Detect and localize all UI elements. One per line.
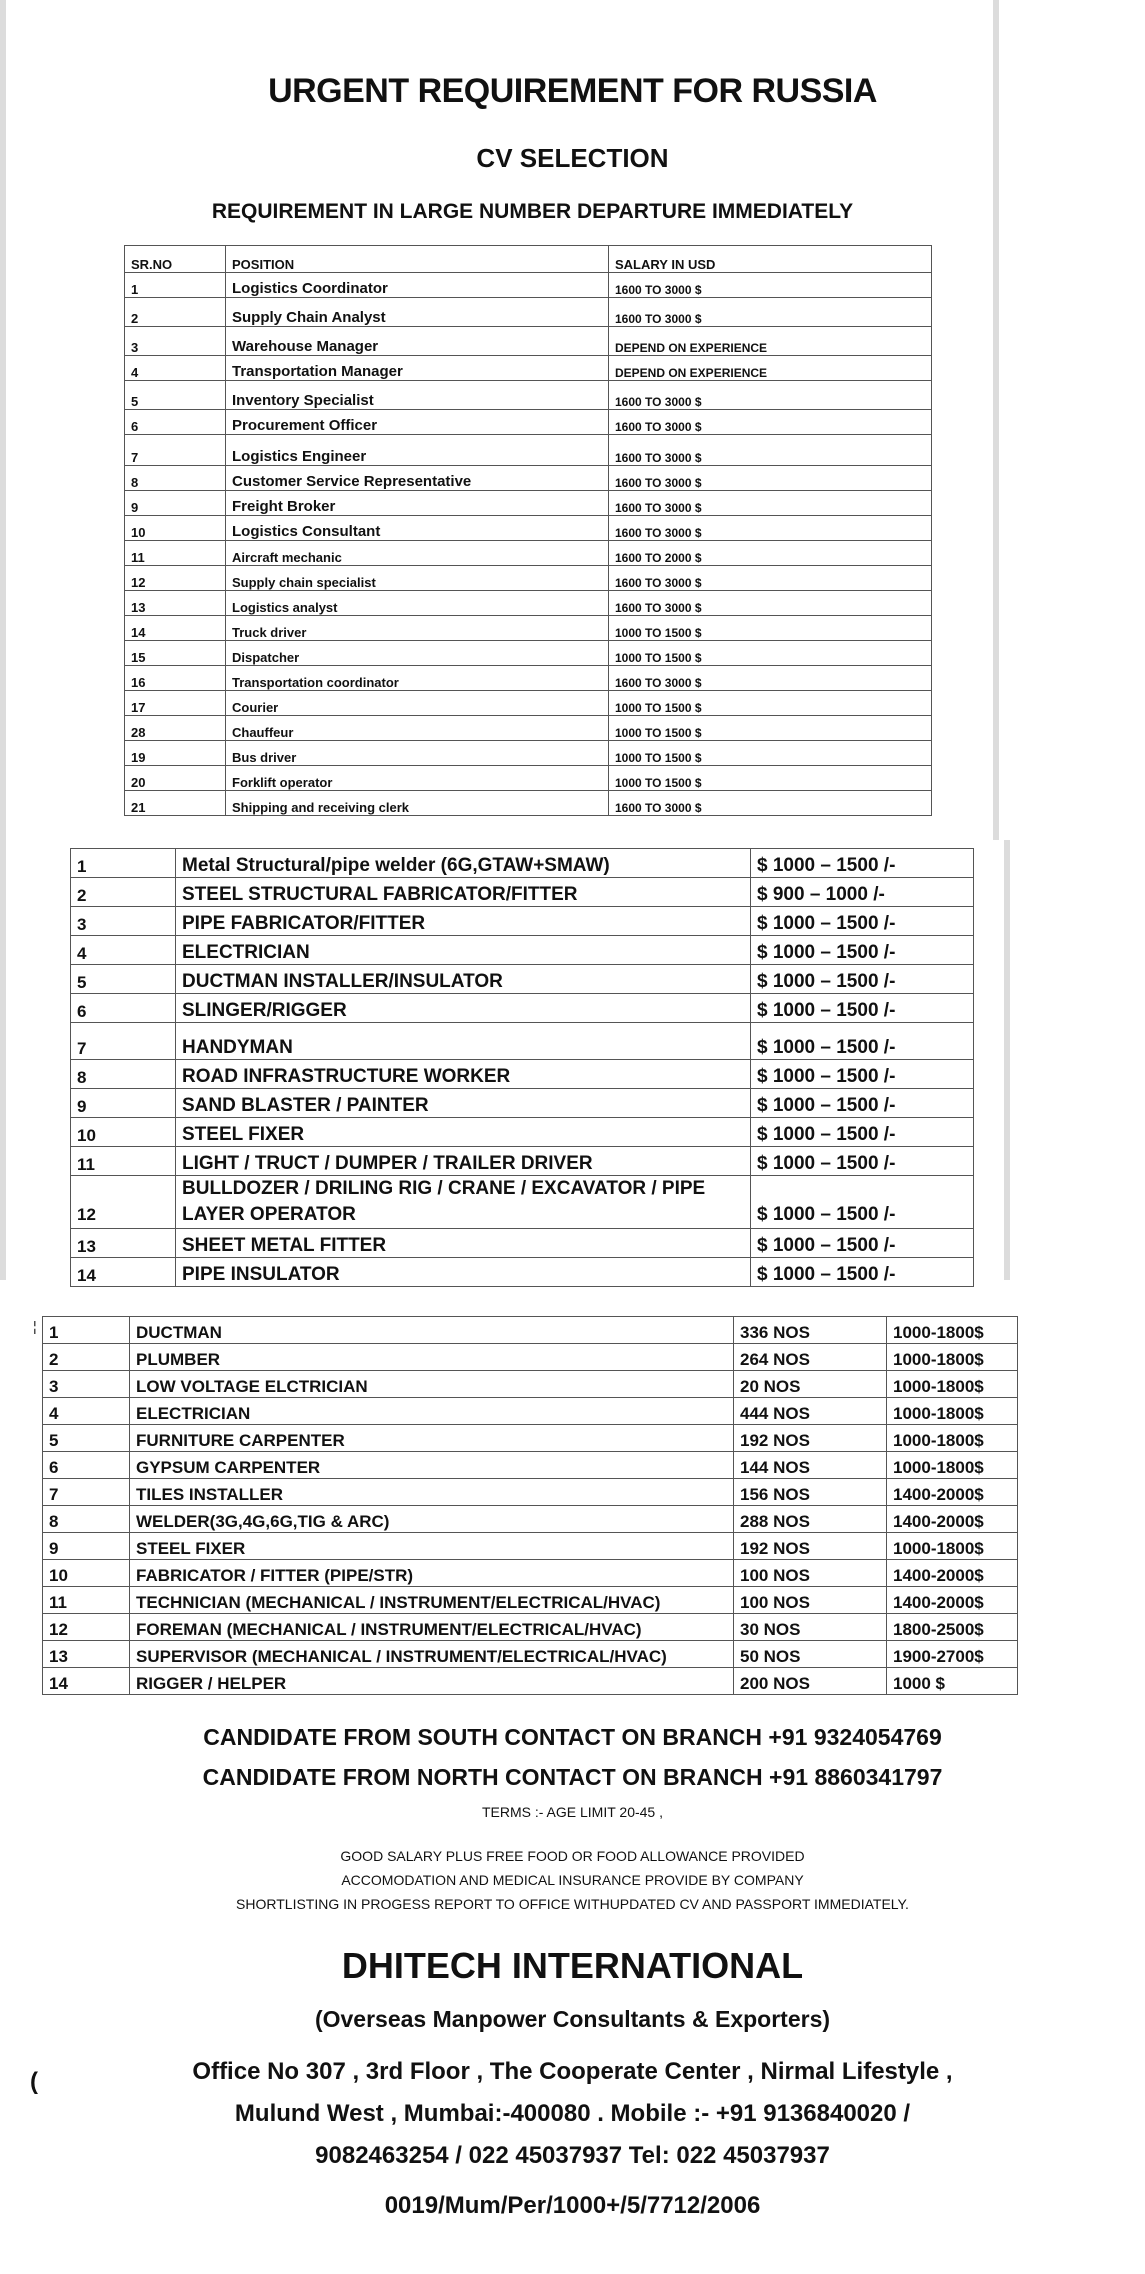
- cell-position: Freight Broker: [226, 491, 609, 516]
- construction-positions-table: [70, 848, 974, 1287]
- table-row: [71, 1258, 974, 1287]
- cell-position: Inventory Specialist: [226, 381, 609, 410]
- company-description: (Overseas Manpower Consultants & Exporters): [314, 2006, 831, 2032]
- cell-no: 19: [125, 741, 226, 766]
- cell-no: 14: [125, 616, 226, 641]
- cell-no: 7: [125, 435, 226, 466]
- cell-position: Truck driver: [226, 616, 609, 641]
- cell-no: 4: [71, 936, 176, 965]
- cell-position: Metal Structural/pipe welder (6G,GTAW+SMAW): [176, 849, 751, 878]
- cell-no: 2: [125, 298, 226, 327]
- cell-position: PLUMBER: [130, 1344, 734, 1371]
- cell-salary: $ 1000 – 1500 /-: [751, 907, 974, 936]
- cell-salary: 1000-1800$: [887, 1533, 1018, 1560]
- cell-requirement: 264 NOS: [734, 1344, 887, 1371]
- table-row: [71, 1118, 974, 1147]
- table-row: [43, 1317, 1018, 1344]
- table-row: [125, 491, 932, 516]
- stray-paren: (: [30, 2068, 38, 2095]
- cell-salary: 1900-2700$: [887, 1641, 1018, 1668]
- cell-no: 6: [71, 994, 176, 1023]
- cell-no: 28: [125, 716, 226, 741]
- page-title: URGENT REQUIREMENT FOR RUSSIA: [268, 72, 877, 110]
- cell-position: Logistics analyst: [226, 591, 609, 616]
- cell-salary: 1600 TO 3000 $: [609, 381, 932, 410]
- cell-position: RIGGER / HELPER: [130, 1668, 734, 1695]
- table-row: [71, 878, 974, 907]
- cell-no: 11: [71, 1147, 176, 1176]
- table-row: [125, 273, 932, 298]
- cell-no: 2: [43, 1344, 130, 1371]
- cell-position: Chauffeur: [226, 716, 609, 741]
- cell-no: 11: [43, 1587, 130, 1614]
- table-row: [125, 741, 932, 766]
- cell-position: Forklift operator: [226, 766, 609, 791]
- table-row: [125, 641, 932, 666]
- cell-salary: 1400-2000$: [887, 1479, 1018, 1506]
- page-subtitle: CV SELECTION: [476, 143, 669, 173]
- cell-no: 10: [71, 1118, 176, 1147]
- cell-no: 1: [125, 273, 226, 298]
- cell-salary: 1000 TO 1500 $: [609, 641, 932, 666]
- cell-salary: 1400-2000$: [887, 1506, 1018, 1533]
- cell-requirement: 30 NOS: [734, 1614, 887, 1641]
- cell-no: 9: [71, 1089, 176, 1118]
- cell-no: 16: [125, 666, 226, 691]
- table-row: [71, 936, 974, 965]
- cell-position: Logistics Consultant: [226, 516, 609, 541]
- cell-no: 10: [43, 1560, 130, 1587]
- header-cell-srno: SR.NO: [125, 246, 226, 273]
- table-row: [43, 1641, 1018, 1668]
- cell-no: 15: [125, 641, 226, 666]
- header-cell-salary: SALARY IN USD: [609, 246, 932, 273]
- cell-no: 5: [43, 1425, 130, 1452]
- logistics-positions-table: [124, 245, 932, 816]
- contact-south: CANDIDATE FROM SOUTH CONTACT ON BRANCH +91 9324054769: [203, 1724, 942, 1750]
- page-edge-right-2: [1004, 840, 1010, 1280]
- cell-salary: 1600 TO 3000 $: [609, 516, 932, 541]
- table-row: [43, 1398, 1018, 1425]
- cell-position: FURNITURE CARPENTER: [130, 1425, 734, 1452]
- cell-salary: 1600 TO 3000 $: [609, 298, 932, 327]
- table-row: [71, 1176, 974, 1229]
- cell-position: Dispatcher: [226, 641, 609, 666]
- cell-requirement: 192 NOS: [734, 1533, 887, 1560]
- trade-positions-table: [42, 1316, 1018, 1695]
- table-row: [125, 516, 932, 541]
- benefit-line: SHORTLISTING IN PROGESS REPORT TO OFFICE WITHUPDATED CV AND PASSPORT IMMEDIATELY.: [236, 1896, 909, 1912]
- cell-salary: $ 1000 – 1500 /-: [751, 1229, 974, 1258]
- cell-position: Logistics Engineer: [226, 435, 609, 466]
- cell-no: 4: [43, 1398, 130, 1425]
- cell-no: 14: [71, 1258, 176, 1287]
- cell-salary: 1000-1800$: [887, 1344, 1018, 1371]
- cell-position: LOW VOLTAGE ELCTRICIAN: [130, 1371, 734, 1398]
- terms-text: TERMS :- AGE LIMIT 20-45 ,: [481, 1804, 663, 1820]
- address-line: Mulund West , Mumbai:-400080 . Mobile :- +91 9136840020 /: [234, 2100, 911, 2127]
- cell-position: WELDER(3G,4G,6G,TIG & ARC): [130, 1506, 734, 1533]
- table-row: [43, 1371, 1018, 1398]
- cell-salary: 1600 TO 3000 $: [609, 410, 932, 435]
- table-row: [125, 666, 932, 691]
- cell-no: 21: [125, 791, 226, 816]
- cell-no: 9: [125, 491, 226, 516]
- page-edge-left: [0, 0, 6, 1280]
- table-row: [125, 616, 932, 641]
- table-row: [43, 1344, 1018, 1371]
- cell-position: STEEL FIXER: [130, 1533, 734, 1560]
- cell-salary: 1000-1800$: [887, 1398, 1018, 1425]
- cell-no: 10: [125, 516, 226, 541]
- cell-salary: 1600 TO 3000 $: [609, 435, 932, 466]
- cell-position: Transportation Manager: [226, 356, 609, 381]
- cell-no: 8: [125, 466, 226, 491]
- table-row: [125, 766, 932, 791]
- cell-no: 6: [43, 1452, 130, 1479]
- table-row: [71, 994, 974, 1023]
- cell-requirement: 100 NOS: [734, 1587, 887, 1614]
- cell-position: SAND BLASTER / PAINTER: [176, 1089, 751, 1118]
- cell-salary: DEPEND ON EXPERIENCE: [609, 327, 932, 356]
- cell-salary: 1000 TO 1500 $: [609, 616, 932, 641]
- cell-requirement: 200 NOS: [734, 1668, 887, 1695]
- table-row: [43, 1614, 1018, 1641]
- cell-salary: $ 1000 – 1500 /-: [751, 1176, 974, 1229]
- cell-no: 12: [71, 1176, 176, 1229]
- cell-salary: 1600 TO 3000 $: [609, 566, 932, 591]
- cell-no: 9: [43, 1533, 130, 1560]
- benefit-line: GOOD SALARY PLUS FREE FOOD OR FOOD ALLOWANCE PROVIDED: [340, 1848, 805, 1864]
- cell-no: 1: [71, 849, 176, 878]
- cell-position: FABRICATOR / FITTER (PIPE/STR): [130, 1560, 734, 1587]
- cell-position: LIGHT / TRUCT / DUMPER / TRAILER DRIVER: [176, 1147, 751, 1176]
- cell-salary: $ 900 – 1000 /-: [751, 878, 974, 907]
- cell-no: 3: [43, 1371, 130, 1398]
- cell-salary: $ 1000 – 1500 /-: [751, 1023, 974, 1060]
- cell-position: Supply chain specialist: [226, 566, 609, 591]
- table-row: [43, 1560, 1018, 1587]
- cell-requirement: 288 NOS: [734, 1506, 887, 1533]
- cell-position: STEEL FIXER: [176, 1118, 751, 1147]
- table-row: [43, 1479, 1018, 1506]
- cell-no: 12: [125, 566, 226, 591]
- cell-position: Customer Service Representative: [226, 466, 609, 491]
- stray-mark: ¦: [33, 1318, 37, 1334]
- cell-position: ELECTRICIAN: [176, 936, 751, 965]
- cell-requirement: 50 NOS: [734, 1641, 887, 1668]
- table-row: [125, 327, 932, 356]
- page-edge-right: [993, 0, 999, 840]
- cell-position: STEEL STRUCTURAL FABRICATOR/FITTER: [176, 878, 751, 907]
- cell-requirement: 100 NOS: [734, 1560, 887, 1587]
- cell-salary: 1000 TO 1500 $: [609, 716, 932, 741]
- cell-position: PIPE FABRICATOR/FITTER: [176, 907, 751, 936]
- cell-position: DUCTMAN: [130, 1317, 734, 1344]
- cell-position: HANDYMAN: [176, 1023, 751, 1060]
- registration-number: 0019/Mum/Per/1000+/5/7712/2006: [384, 2192, 761, 2219]
- cell-salary: 1600 TO 3000 $: [609, 491, 932, 516]
- table-row: [71, 907, 974, 936]
- cell-no: 6: [125, 410, 226, 435]
- table-row: [125, 566, 932, 591]
- cell-salary: $ 1000 – 1500 /-: [751, 1258, 974, 1287]
- cell-no: 13: [71, 1229, 176, 1258]
- cell-salary: 1000 TO 1500 $: [609, 766, 932, 791]
- table-row: [125, 298, 932, 327]
- cell-salary: $ 1000 – 1500 /-: [751, 1089, 974, 1118]
- cell-salary: $ 1000 – 1500 /-: [751, 1147, 974, 1176]
- cell-position: Logistics Coordinator: [226, 273, 609, 298]
- cell-position: Transportation coordinator: [226, 666, 609, 691]
- cell-requirement: 20 NOS: [734, 1371, 887, 1398]
- cell-no: 4: [125, 356, 226, 381]
- cell-salary: $ 1000 – 1500 /-: [751, 1060, 974, 1089]
- cell-position: BULLDOZER / DRILING RIG / CRANE / EXCAVATOR / PIPE LAYER OPERATOR: [176, 1176, 751, 1229]
- cell-no: 11: [125, 541, 226, 566]
- table-row: [71, 1089, 974, 1118]
- table-row: [125, 381, 932, 410]
- address-line: 9082463254 / 022 45037937 Tel: 022 45037937: [315, 2142, 830, 2169]
- cell-position: Procurement Officer: [226, 410, 609, 435]
- cell-salary: $ 1000 – 1500 /-: [751, 994, 974, 1023]
- cell-no: 12: [43, 1614, 130, 1641]
- cell-salary: 1000-1800$: [887, 1452, 1018, 1479]
- cell-no: 8: [71, 1060, 176, 1089]
- cell-no: 5: [125, 381, 226, 410]
- table-row: [125, 466, 932, 491]
- table-row: [125, 435, 932, 466]
- cell-salary: 1600 TO 3000 $: [609, 591, 932, 616]
- cell-salary: 1000 TO 1500 $: [609, 741, 932, 766]
- cell-salary: DEPEND ON EXPERIENCE: [609, 356, 932, 381]
- cell-salary: 1400-2000$: [887, 1560, 1018, 1587]
- cell-no: 3: [71, 907, 176, 936]
- cell-position: DUCTMAN INSTALLER/INSULATOR: [176, 965, 751, 994]
- cell-position: FOREMAN (MECHANICAL / INSTRUMENT/ELECTRICAL/HVAC): [130, 1614, 734, 1641]
- cell-position: ROAD INFRASTRUCTURE WORKER: [176, 1060, 751, 1089]
- table-row: [125, 716, 932, 741]
- table-row: [71, 1229, 974, 1258]
- table-row: [125, 410, 932, 435]
- cell-no: 13: [43, 1641, 130, 1668]
- table-header-row: [125, 246, 932, 273]
- cell-no: 5: [71, 965, 176, 994]
- table-row: [43, 1425, 1018, 1452]
- table-row: [43, 1533, 1018, 1560]
- cell-position: Courier: [226, 691, 609, 716]
- cell-salary: 1000 $: [887, 1668, 1018, 1695]
- cell-position: ELECTRICIAN: [130, 1398, 734, 1425]
- cell-requirement: 144 NOS: [734, 1452, 887, 1479]
- cell-no: 20: [125, 766, 226, 791]
- table-row: [71, 1023, 974, 1060]
- cell-salary: $ 1000 – 1500 /-: [751, 936, 974, 965]
- cell-no: 8: [43, 1506, 130, 1533]
- table-row: [71, 1060, 974, 1089]
- cell-salary: 1600 TO 2000 $: [609, 541, 932, 566]
- address-line: Office No 307 , 3rd Floor , The Cooperate Center , Nirmal Lifestyle ,: [192, 2058, 953, 2085]
- table-row: [125, 691, 932, 716]
- cell-position: TECHNICIAN (MECHANICAL / INSTRUMENT/ELECTRICAL/HVAC): [130, 1587, 734, 1614]
- cell-salary: 1000-1800$: [887, 1425, 1018, 1452]
- cell-salary: 1400-2000$: [887, 1587, 1018, 1614]
- cell-requirement: 156 NOS: [734, 1479, 887, 1506]
- cell-position: GYPSUM CARPENTER: [130, 1452, 734, 1479]
- cell-salary: 1600 TO 3000 $: [609, 791, 932, 816]
- cell-requirement: 444 NOS: [734, 1398, 887, 1425]
- page-tagline: REQUIREMENT IN LARGE NUMBER DEPARTURE IMMEDIATELY: [211, 200, 854, 223]
- contact-north: CANDIDATE FROM NORTH CONTACT ON BRANCH +91 8860341797: [202, 1764, 943, 1790]
- cell-position: SHEET METAL FITTER: [176, 1229, 751, 1258]
- cell-position: Bus driver: [226, 741, 609, 766]
- table-row: [43, 1506, 1018, 1533]
- cell-salary: $ 1000 – 1500 /-: [751, 849, 974, 878]
- table-row: [125, 791, 932, 816]
- table-row: [125, 591, 932, 616]
- cell-salary: $ 1000 – 1500 /-: [751, 1118, 974, 1147]
- cell-salary: 1000-1800$: [887, 1317, 1018, 1344]
- table-row: [125, 541, 932, 566]
- cell-position: SLINGER/RIGGER: [176, 994, 751, 1023]
- cell-position: Shipping and receiving clerk: [226, 791, 609, 816]
- table-row: [43, 1587, 1018, 1614]
- cell-requirement: 192 NOS: [734, 1425, 887, 1452]
- cell-position: Supply Chain Analyst: [226, 298, 609, 327]
- cell-salary: 1600 TO 3000 $: [609, 466, 932, 491]
- table-row: [71, 1147, 974, 1176]
- cell-position: Aircraft mechanic: [226, 541, 609, 566]
- cell-salary: 1600 TO 3000 $: [609, 666, 932, 691]
- cell-no: 1: [43, 1317, 130, 1344]
- cell-no: 2: [71, 878, 176, 907]
- table-row: [71, 849, 974, 878]
- cell-no: 14: [43, 1668, 130, 1695]
- cell-salary: 1800-2500$: [887, 1614, 1018, 1641]
- cell-no: 13: [125, 591, 226, 616]
- table-row: [43, 1668, 1018, 1695]
- cell-position: PIPE INSULATOR: [176, 1258, 751, 1287]
- table-row: [43, 1452, 1018, 1479]
- benefit-line: ACCOMODATION AND MEDICAL INSURANCE PROVIDE BY COMPANY: [341, 1872, 804, 1888]
- cell-position: SUPERVISOR (MECHANICAL / INSTRUMENT/ELECTRICAL/HVAC): [130, 1641, 734, 1668]
- cell-salary: 1000 TO 1500 $: [609, 691, 932, 716]
- table-row: [125, 356, 932, 381]
- cell-no: 7: [71, 1023, 176, 1060]
- cell-salary: $ 1000 – 1500 /-: [751, 965, 974, 994]
- cell-position: Warehouse Manager: [226, 327, 609, 356]
- cell-no: 3: [125, 327, 226, 356]
- cell-position: TILES INSTALLER: [130, 1479, 734, 1506]
- table-row: [71, 965, 974, 994]
- cell-no: 7: [43, 1479, 130, 1506]
- header-cell-position: POSITION: [226, 246, 609, 273]
- cell-salary: 1600 TO 3000 $: [609, 273, 932, 298]
- cell-no: 17: [125, 691, 226, 716]
- company-name: DHITECH INTERNATIONAL: [341, 1945, 804, 1986]
- cell-requirement: 336 NOS: [734, 1317, 887, 1344]
- cell-salary: 1000-1800$: [887, 1371, 1018, 1398]
